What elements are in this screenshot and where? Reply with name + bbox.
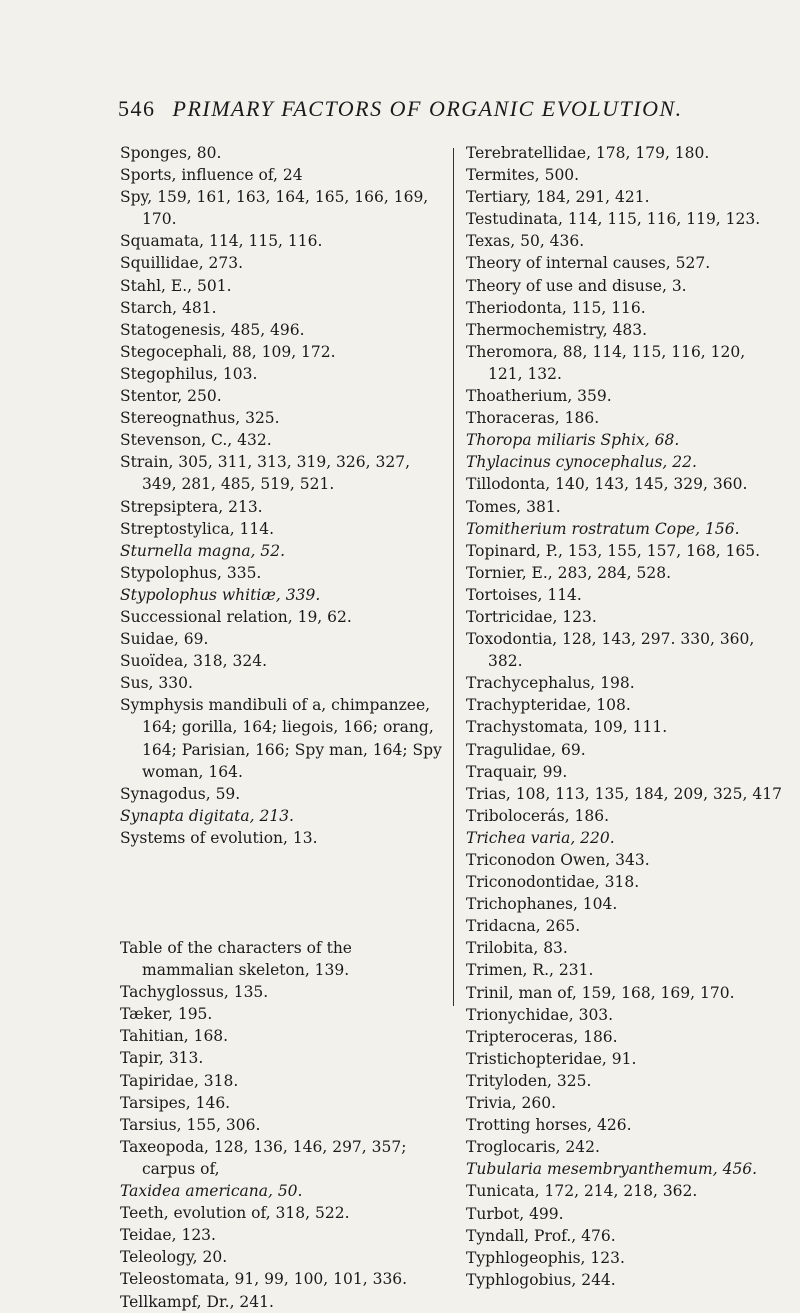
page-number: 546 (118, 96, 156, 121)
index-section-t (120, 937, 444, 1313)
index-entry: Theriodonta, 115, 116. (466, 298, 646, 317)
index-entry: Thoraceras, 186. (466, 409, 600, 428)
index-entry: Tomes, 381. (466, 497, 561, 516)
index-section-s (120, 142, 444, 849)
index-entry: Triconodon Owen, 343. (466, 851, 650, 869)
index-entry: Stypolophus, 335. (120, 563, 262, 582)
index-entry: Trachycephalus, 198. (466, 674, 635, 693)
index-entry: Tridacna, 265. (466, 917, 581, 936)
index-entry: Stypolophus whitiæ, 339. (120, 585, 321, 604)
index-entry: Tachyglossus, 135. (120, 983, 269, 1002)
index-entry: Squillidae, 273. (120, 254, 244, 273)
index-entry: Streptostylica, 114. (120, 519, 275, 538)
index-entry: Stereognathus, 325. (120, 409, 280, 428)
index-entry: Symphysis mandibuli of a, chimpanzee, 164; gorilla, 164; liegois, 166; orang, 164; Parisian, 166; Spy man, 164; Spy woman, 164. (120, 696, 442, 781)
index-entry: Texas, 50, 436. (466, 232, 585, 251)
index-entry: Tragulidae, 69. (466, 740, 586, 759)
index-column-right (466, 142, 784, 1291)
index-entry: Synagodus, 59. (120, 784, 241, 803)
index-entry: Tapiridae, 318. (120, 1071, 239, 1090)
index-entry: Theory of use and disuse, 3. (466, 276, 687, 295)
index-entry: Stentor, 250. (120, 387, 222, 406)
index-entry: Tillodonta, 140, 143, 145, 329, 360. (466, 475, 748, 494)
index-entry: Teeth, evolution of, 318, 522. (120, 1204, 350, 1223)
index-entry: Tomitherium rostratum Cope, 156. (466, 519, 740, 538)
index-entry: Testudinata, 114, 115, 116, 119, 123. (466, 210, 761, 229)
index-entry: Tornier, E., 283, 284, 528. (466, 563, 672, 582)
index-entry: Typhlogeophis, 123. (466, 1248, 625, 1267)
index-entry: Trichea varia, 220. (466, 828, 615, 847)
index-entry: Squamata, 114, 115, 116. (120, 232, 323, 251)
index-entry: Teleostomata, 91, 99, 100, 101, 336. (120, 1270, 408, 1289)
index-entry: Trinil, man of, 159, 168, 169, 170. (466, 983, 735, 1002)
index-entry: Trotting horses, 426. (466, 1116, 632, 1135)
index-entry: Stahl, E., 501. (120, 276, 232, 295)
index-entry: Tripteroceras, 186. (466, 1027, 618, 1046)
index-entry: Tellkampf, Dr., 241. (120, 1292, 274, 1311)
index-entry: Sus, 330. (120, 674, 193, 693)
index-entry: Theory of internal causes, 527. (466, 254, 711, 273)
index-entry: Toxodontia, 128, 143, 297. 330, 360, 382. (466, 630, 755, 671)
index-entry: Thoatherium, 359. (466, 387, 612, 406)
index-entry: Table of the characters of the mammalian skeleton, 139. (120, 939, 352, 980)
index-entry: Termites, 500. (466, 166, 580, 185)
column-divider (453, 148, 454, 1006)
index-entry: Turbot, 499. (466, 1204, 564, 1223)
index-entry: Trionychidae, 303. (466, 1005, 614, 1024)
index-entry: Strain, 305, 311, 313, 319, 326, 327, 349, 281, 485, 519, 521. (120, 453, 410, 494)
index-entry: Trias, 108, 113, 135, 184, 209, 325, 417 (466, 784, 782, 803)
index-entry: Trimen, R., 231. (466, 961, 594, 980)
index-entry: Troglocaris, 242. (466, 1138, 600, 1157)
index-entry: Trachypteridae, 108. (466, 696, 631, 715)
index-entry: Traquair, 99. (466, 762, 568, 781)
index-entry: Starch, 481. (120, 298, 217, 317)
index-entry: Trachystomata, 109, 111. (466, 718, 668, 737)
index-entry: Triconodontidae, 318. (466, 873, 640, 892)
running-title: PRIMARY FACTORS OF ORGANIC EVOLUTION. (172, 96, 683, 121)
index-entry: Trivia, 260. (466, 1094, 557, 1113)
section-gap (120, 849, 444, 937)
index-entry: Thylacinus cynocephalus, 22. (466, 453, 697, 472)
index-entry: Trityloden, 325. (466, 1071, 592, 1090)
index-entry: Thermochemistry, 483. (466, 320, 648, 339)
index-entry: Statogenesis, 485, 496. (120, 320, 305, 339)
index-entry: Tæker, 195. (120, 1005, 213, 1024)
index-entry: Suoïdea, 318, 324. (120, 652, 268, 671)
index-entry: Tarsius, 155, 306. (120, 1115, 261, 1134)
index-entry: Systems of evolution, 13. (120, 828, 318, 847)
index-entry: Terebratellidae, 178, 179, 180. (466, 144, 710, 162)
index-section-t-continued (466, 142, 784, 1291)
index-entry: Teleology, 20. (120, 1248, 228, 1267)
index-entry: Stegocephali, 88, 109, 172. (120, 342, 336, 361)
index-entry: Teidae, 123. (120, 1226, 216, 1245)
index-entry: Topinard, P., 153, 155, 157, 168, 165. (466, 541, 761, 560)
index-entry: Tyndall, Prof., 476. (466, 1226, 616, 1245)
index-entry: Typhlogobius, 244. (466, 1270, 616, 1289)
index-entry: Trichophanes, 104. (466, 895, 618, 914)
index-entry: Tapir, 313. (120, 1049, 204, 1068)
index-entry: Trilobita, 83. (466, 939, 568, 958)
index-entry: Sturnella magna, 52. (120, 541, 286, 560)
index-entry: Theromora, 88, 114, 115, 116, 120, 121, 132. (466, 342, 746, 383)
index-entry: Stevenson, C., 432. (120, 431, 272, 450)
index-entry: Thoropa miliaris Sphix, 68. (466, 431, 680, 450)
page-header (118, 96, 758, 122)
index-entry: Sponges, 80. (120, 144, 222, 162)
index-entry: Tunicata, 172, 214, 218, 362. (466, 1182, 698, 1201)
index-entry: Sports, influence of, 24 (120, 166, 303, 185)
index-entry: Tortoises, 114. (466, 585, 582, 604)
index-entry: Spy, 159, 161, 163, 164, 165, 166, 169, 170. (120, 188, 429, 229)
index-entry: Strepsiptera, 213. (120, 497, 263, 516)
index-entry: Tertiary, 184, 291, 421. (466, 188, 650, 207)
index-entry: Successional relation, 19, 62. (120, 607, 352, 626)
index-entry: Taxidea americana, 50. (120, 1182, 303, 1201)
index-entry: Tubularia mesembryanthemum, 456. (466, 1160, 758, 1179)
index-entry: Tahitian, 168. (120, 1027, 229, 1046)
index-entry: Tribolocerás, 186. (466, 806, 610, 825)
index-column-left (120, 142, 444, 1313)
index-entry: Stegophilus, 103. (120, 364, 258, 383)
index-entry: Tristichopteridae, 91. (466, 1049, 637, 1068)
index-entry: Tarsipes, 146. (120, 1093, 231, 1112)
index-entry: Tortricidae, 123. (466, 607, 597, 626)
index-entry: Synapta digitata, 213. (120, 806, 294, 825)
index-entry: Taxeopoda, 128, 136, 146, 297, 357; carpus of, (120, 1137, 407, 1178)
index-entry: Suidae, 69. (120, 630, 209, 649)
